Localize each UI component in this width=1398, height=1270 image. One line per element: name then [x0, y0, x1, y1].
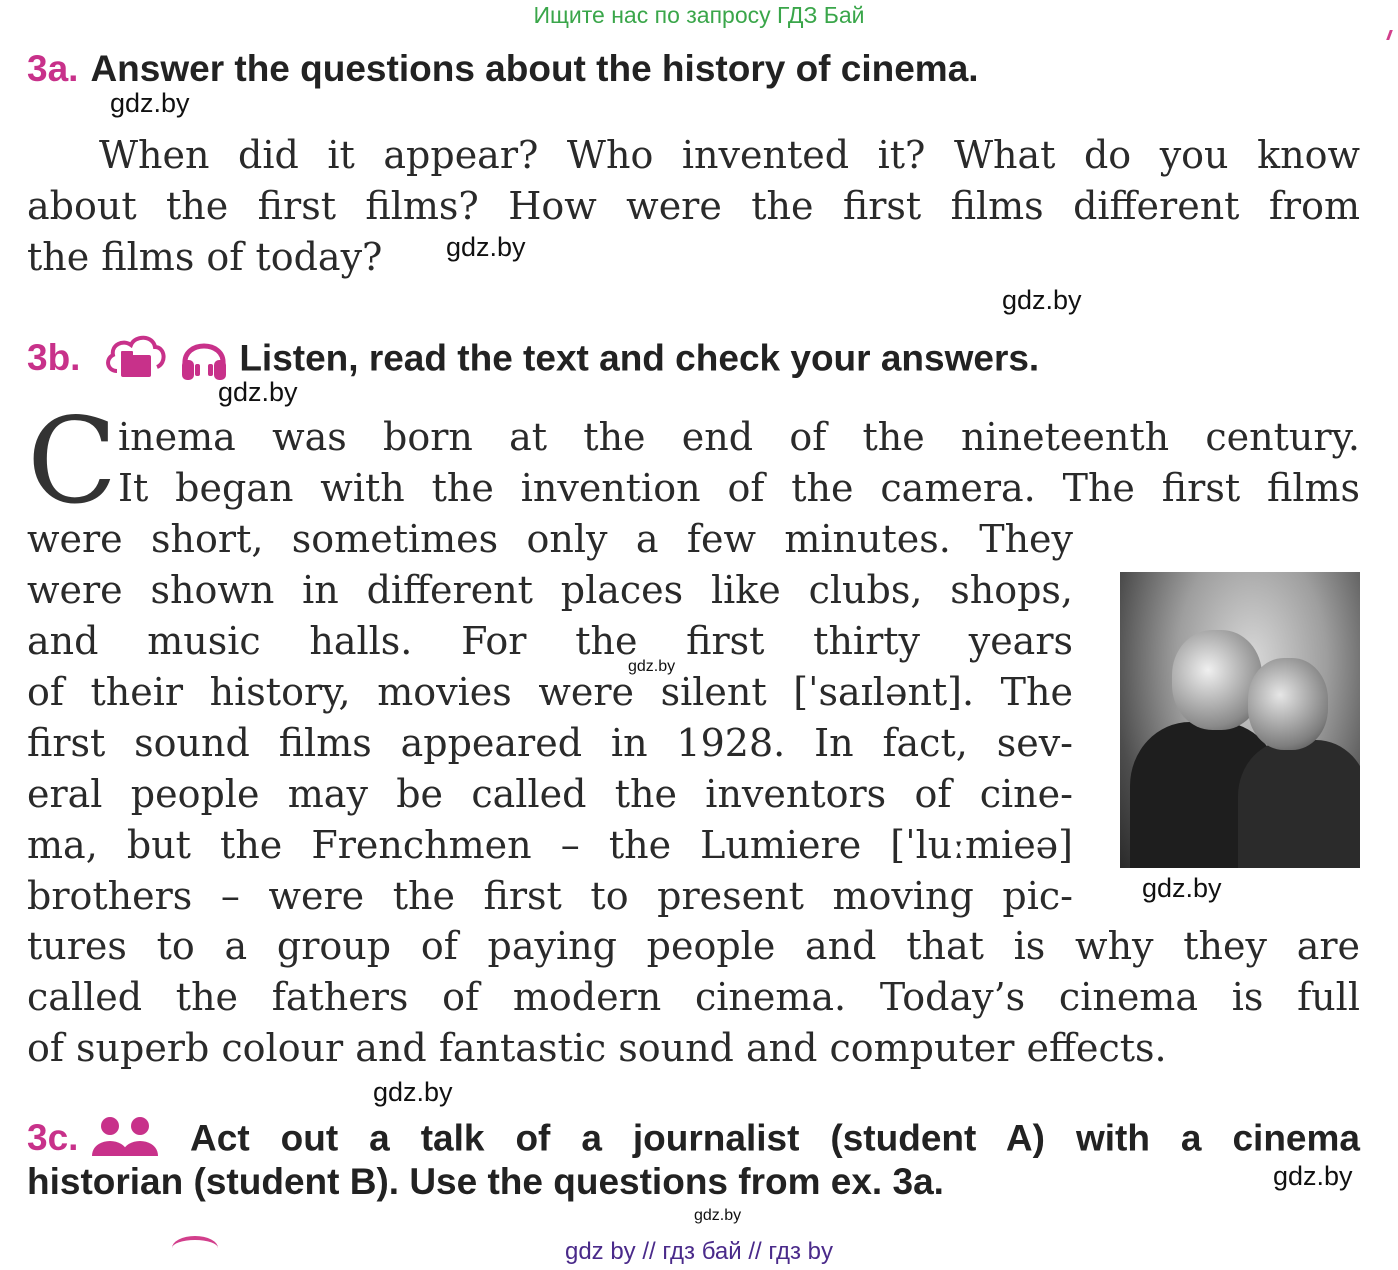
exercise-3c-line2: historian (student B). Use the questions from ex. 3a.: [27, 1161, 944, 1202]
watermark: gdz.by: [628, 658, 676, 675]
text-line: were short, sometimes only a few minutes. They: [27, 517, 1073, 561]
exercise-3b-number: 3b.: [27, 337, 81, 379]
search-banner: Ищите нас по запросу ГДЗ Бай: [533, 2, 865, 28]
question-line: the films of today?: [27, 235, 383, 279]
text-line: ma, but the Frenchmen – the Lumiere [ˈluːmieə]: [27, 823, 1073, 867]
text-top-lines: [118, 412, 1360, 514]
watermark: gdz.by: [110, 88, 190, 118]
watermark: gdz.by: [218, 377, 298, 407]
question-line: When did it appear? Who invented it? What do you know: [99, 133, 1360, 177]
watermark: gdz.by: [1142, 873, 1222, 903]
text-line: It began with the invention of the camera. The first films: [118, 466, 1360, 510]
watermark: gdz.by: [446, 232, 526, 262]
text-line: of their history, movies were silent [ˈsaɪlənt]. The: [27, 670, 1073, 714]
exercise-3a-number: 3a.: [27, 48, 79, 89]
text-line: of superb colour and fantastic sound and computer effects.: [27, 1026, 1167, 1070]
drop-cap: C: [27, 392, 118, 530]
text-line: called the fathers of modern cinema. Today’s cinema is full: [27, 975, 1360, 1019]
footer-links: gdz by // гдз бай // гдз by: [564, 1238, 834, 1265]
text-line: first sound films appeared in 1928. In fact, sev-: [27, 721, 1073, 765]
watermark: gdz.by: [1273, 1161, 1353, 1191]
question-line: about the first films? How were the first films different from: [27, 184, 1360, 228]
lumiere-brothers-photo: [1120, 572, 1360, 868]
text-line: brothers – were the first to present moving pic-: [27, 874, 1073, 918]
exercise-3a-questions: [27, 130, 1360, 283]
exercise-3b-heading: [27, 330, 1039, 391]
exercise-3a-heading: [27, 48, 979, 90]
text-line: tures to a group of paying people and that is why they are: [27, 924, 1360, 968]
exercise-3a-title: Answer the questions about the history of cinema.: [90, 48, 979, 89]
exercise-3b-title: Listen, read the text and check your answers.: [239, 337, 1040, 379]
cloud-folder-icon: [103, 333, 169, 388]
text-left-column: [27, 514, 1073, 922]
text-line: eral people may be called the inventors of cine-: [27, 772, 1073, 816]
exercise-3c-line1: Act out a talk of a journalist (student A) with a cinema: [190, 1117, 1360, 1159]
text-bottom-lines: [27, 921, 1360, 1074]
text-line: inema was born at the end of the nineteenth century.: [118, 415, 1360, 459]
corner-mark: [1386, 30, 1398, 40]
exercise-3c-heading: [27, 1116, 1360, 1203]
exercise-3c-number: 3c.: [27, 1117, 79, 1159]
text-line: were shown in different places like clubs, shops,: [27, 568, 1073, 612]
watermark: gdz.by: [373, 1077, 453, 1107]
pair-work-icon: [90, 1116, 160, 1165]
text-line: and music halls. For the first thirty years: [27, 619, 1073, 663]
watermark: gdz.by: [1002, 285, 1082, 315]
watermark: gdz.by: [694, 1207, 742, 1224]
